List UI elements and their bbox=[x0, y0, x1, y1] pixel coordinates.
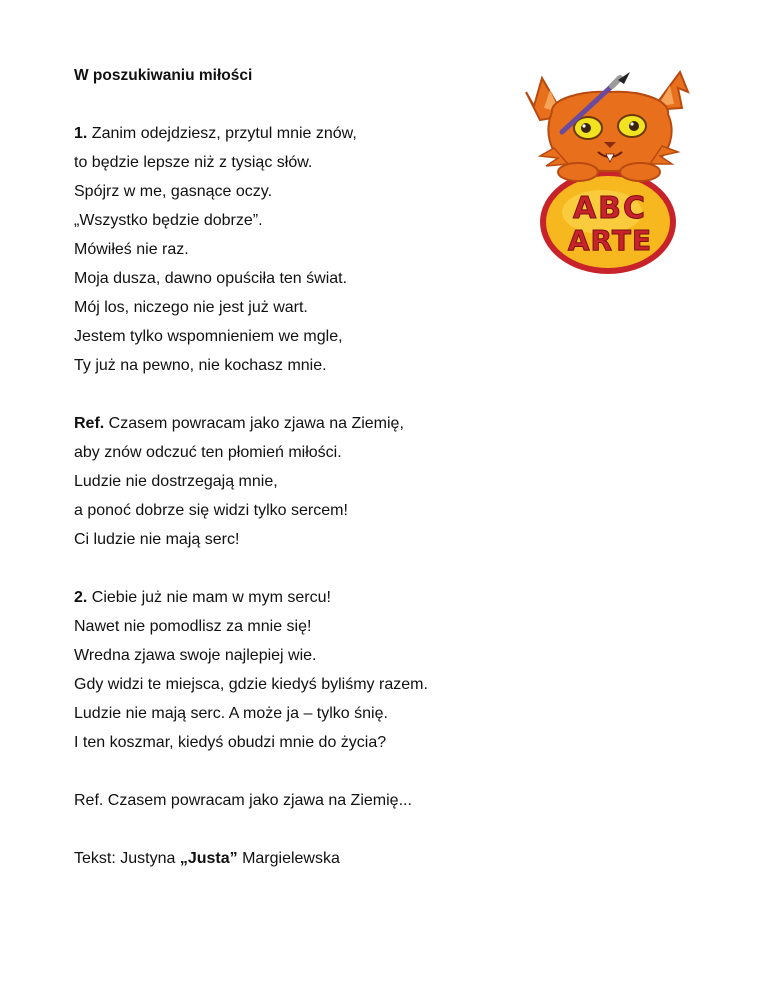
chorus-line: Ludzie nie dostrzegają mnie, bbox=[74, 473, 278, 490]
verse-2 bbox=[74, 583, 514, 757]
spacer bbox=[74, 815, 514, 844]
chorus bbox=[74, 409, 514, 554]
verse-number: 2. bbox=[74, 589, 88, 606]
verse-line: Mój los, niczego nie jest już wart. bbox=[74, 299, 308, 316]
chorus-line bbox=[74, 409, 514, 438]
author-credit bbox=[74, 844, 514, 873]
page-title: W poszukiwaniu miłości bbox=[74, 67, 253, 84]
verse-line: Jestem tylko wspomnieniem we mgle, bbox=[74, 328, 343, 345]
chorus-line: Ci ludzie nie mają serc! bbox=[74, 531, 240, 548]
spacer bbox=[74, 380, 514, 409]
lyrics-body bbox=[74, 61, 514, 873]
spacer bbox=[74, 757, 514, 786]
verse-text: Ciebie już nie mam w mym sercu! bbox=[87, 589, 331, 606]
verse-line: Spójrz w me, gasnące oczy. bbox=[74, 183, 273, 200]
verse-line: Mówiłeś nie raz. bbox=[74, 241, 189, 258]
verse-line: Ludzie nie mają serc. A może ja – tylko śnię. bbox=[74, 705, 388, 722]
spacer bbox=[74, 90, 514, 119]
credit-suffix: Margielewska bbox=[237, 850, 340, 867]
verse-line: Moja dusza, dawno opuściła ten świat. bbox=[74, 270, 348, 287]
verse-line: to będzie lepsze niż z tysiąc słów. bbox=[74, 154, 313, 171]
logo-text-abc: ABC bbox=[572, 191, 648, 226]
verse-line: Nawet nie pomodlisz za mnie się! bbox=[74, 618, 312, 635]
chorus-repeat: Ref. Czasem powracam jako zjawa na Ziemię... bbox=[74, 792, 412, 809]
verse-line bbox=[74, 583, 514, 612]
verse-line bbox=[74, 119, 514, 148]
verse-1 bbox=[74, 119, 514, 380]
verse-line: Wredna zjawa swoje najlepiej wie. bbox=[74, 647, 317, 664]
abc-arte-cat-logo bbox=[520, 70, 695, 275]
chorus-line: a ponoć dobrze się widzi tylko sercem! bbox=[74, 502, 348, 519]
verse-text: Zanim odejdziesz, przytul mnie znów, bbox=[87, 125, 357, 142]
spacer bbox=[74, 554, 514, 583]
chorus-line: aby znów odczuć ten płomień miłości. bbox=[74, 444, 342, 461]
chorus-text: Czasem powracam jako zjawa na Ziemię, bbox=[104, 415, 404, 432]
verse-line: Gdy widzi te miejsca, gdzie kiedyś byliśmy razem. bbox=[74, 676, 428, 693]
logo-text-arte: ARTE bbox=[567, 224, 653, 257]
verse-line: „Wszystko będzie dobrze”. bbox=[74, 212, 263, 229]
verse-line: Ty już na pewno, nie kochasz mnie. bbox=[74, 357, 327, 374]
author-nickname: „Justa” bbox=[179, 850, 238, 867]
credit-prefix: Tekst: Justyna bbox=[74, 850, 180, 867]
chorus-label: Ref. bbox=[74, 415, 105, 432]
verse-number: 1. bbox=[74, 125, 88, 142]
logo-badge bbox=[540, 170, 676, 274]
verse-line: I ten koszmar, kiedyś obudzi mnie do życia? bbox=[74, 734, 387, 751]
